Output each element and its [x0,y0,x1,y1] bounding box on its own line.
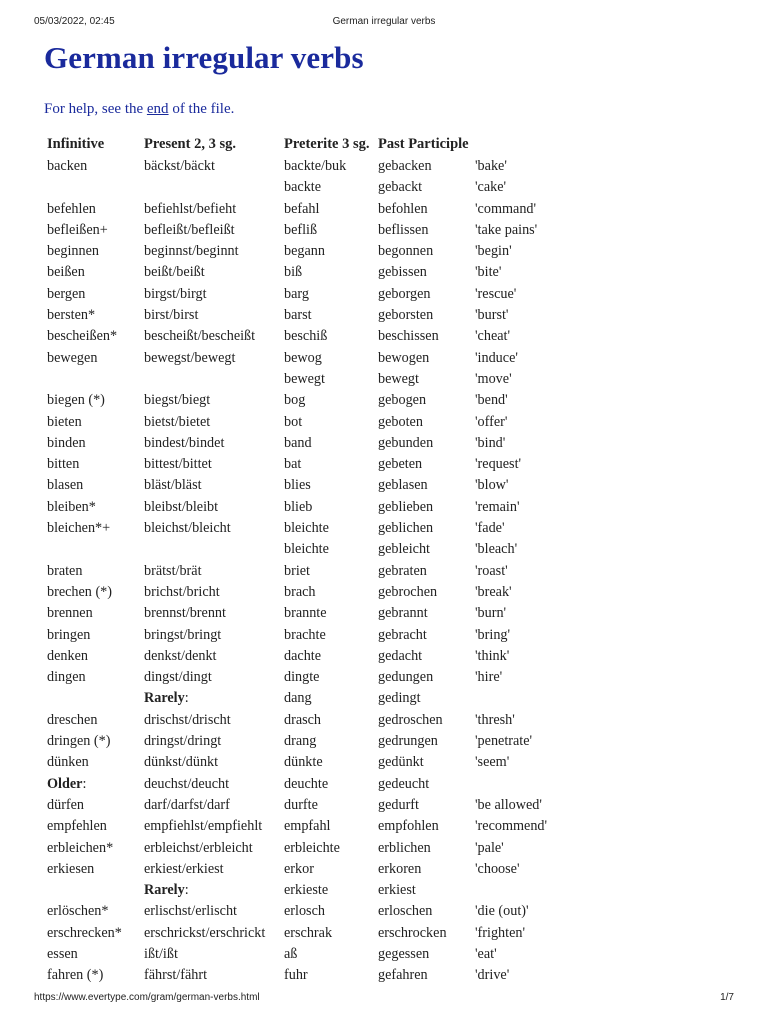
table-row [44,901,612,922]
preterite-cell: bewog [284,349,322,366]
meaning-cell: 'take pains' [475,221,538,238]
meaning-cell: 'die (out)' [475,903,529,920]
present-cell: bäckst/bäckt [144,158,215,174]
preterite-cell: erkieste [284,882,329,899]
past-participle-cell: erkoren [378,860,422,877]
past-participle-cell: gefahren [378,967,428,984]
preterite-cell: erlosch [284,903,325,920]
past-participle-cell: gedacht [378,647,423,664]
infinitive-cell: binden [47,434,86,451]
past-participle-cell: gebunden [378,434,434,451]
past-participle-cell: gebacken [378,158,432,174]
table-row [44,774,612,795]
present-cell: Rarely: [144,882,189,899]
meaning-cell: 'break' [475,583,512,600]
preterite-cell: backte [284,179,322,196]
table-row [44,454,612,475]
preterite-cell: biß [284,264,303,281]
page-number: 1/7 [720,992,734,1003]
table-row [44,284,612,305]
present-cell: deuchst/deucht [144,775,230,792]
present-cell: brätst/brät [144,562,202,579]
infinitive-cell: erschrecken* [47,924,122,941]
table-row [44,561,612,582]
meaning-cell: 'choose' [475,860,520,877]
table-row [44,199,612,220]
past-participle-cell: geblieben [378,498,434,515]
infinitive-cell: erkiesen [47,860,95,877]
infinitive-cell: essen [47,945,78,962]
past-participle-cell: gebraten [378,562,427,579]
table-row [44,838,612,859]
infinitive-cell: erbleichen* [47,839,114,856]
meaning-cell: 'request' [475,456,522,473]
table-row [44,539,612,560]
preterite-cell: befahl [284,200,320,217]
past-participle-cell: gedünkt [378,754,424,771]
verbs-table-body [44,156,612,987]
table-row [44,582,612,603]
present-cell: erschrickst/erschrickt [144,924,266,941]
infinitive-cell: dürfen [47,796,85,813]
col-header-infinitive: Infinitive [47,136,105,153]
past-participle-cell: erkiest [378,882,416,899]
page-title: German irregular verbs [44,40,364,75]
verbs-table [44,134,612,987]
table-row [44,923,612,944]
print-header [34,16,734,32]
infinitive-cell: bescheißen* [47,328,118,345]
infinitive-cell: dünken [47,754,89,771]
table-row [44,390,612,411]
past-participle-cell: gegessen [378,945,430,962]
present-cell: befleißt/befleißt [144,221,235,238]
table-row [44,603,612,624]
table-row [44,710,612,731]
preterite-cell: bewegt [284,370,325,387]
past-participle-cell: gebleicht [378,541,430,558]
present-cell: denkst/denkt [144,647,217,664]
table-row [44,688,612,709]
preterite-cell: barst [284,307,312,324]
infinitive-cell: brennen [47,605,93,622]
table-row [44,731,612,752]
present-cell: bindest/bindet [144,434,225,451]
table-row [44,220,612,241]
past-participle-cell: empfohlen [378,818,439,835]
infinitive-cell: denken [47,647,88,664]
present-cell: bewegst/bewegt [144,349,236,366]
table-row [44,795,612,816]
infinitive-cell [44,880,141,901]
preterite-cell: dang [284,690,312,707]
meaning-cell: 'eat' [475,945,497,962]
past-participle-cell: gedurft [378,796,419,813]
preterite-cell: dingte [284,669,320,686]
present-cell: drischst/drischt [144,711,231,728]
infinitive-cell: dingen [47,669,86,686]
table-row [44,880,612,901]
preterite-cell: drasch [284,711,322,728]
infinitive-cell: erlöschen* [47,903,109,920]
present-cell: empfiehlst/empfiehlt [144,818,263,835]
preterite-cell: briet [284,562,310,579]
infinitive-cell: befehlen [47,200,96,217]
table-row [44,305,612,326]
meaning-cell: 'frighten' [475,924,526,941]
preterite-cell: bleichte [284,541,329,558]
infinitive-cell [44,539,141,560]
infinitive-cell: blasen [47,477,84,494]
meaning-cell: 'bring' [475,626,511,643]
table-row [44,433,612,454]
present-cell: beißt/beißt [144,264,205,281]
end-link[interactable]: end [146,101,169,117]
present-cell: brichst/bricht [144,583,220,600]
meaning-cell: 'bend' [475,392,508,409]
preterite-cell: befliß [284,221,318,238]
present-cell: bringst/bringt [144,626,222,643]
past-participle-cell: gedingt [378,690,421,707]
past-participle-cell: gebeten [378,456,423,473]
present-cell: beginnst/beginnt [144,243,239,260]
past-participle-cell: geborsten [378,307,434,324]
past-participle-cell: begonnen [378,243,434,260]
present-cell: erbleichst/erbleicht [144,839,253,856]
preterite-cell: dachte [284,647,322,664]
infinitive-cell: bewegen [47,349,98,366]
infinitive-cell: fahren (*) [47,967,104,984]
meaning-cell: 'drive' [475,967,510,984]
print-date: 05/03/2022, 02:45 [34,16,115,27]
preterite-cell: bat [284,456,302,473]
present-cell: dringst/dringt [144,733,222,750]
meaning-cell: 'think' [475,647,510,664]
meaning-cell: 'bind' [475,434,506,451]
present-cell [141,369,281,390]
table-row [44,475,612,496]
meaning-cell: 'offer' [475,413,508,430]
preterite-cell: dünkte [284,754,323,771]
preterite-cell: brach [284,583,316,600]
meaning-cell [472,880,612,901]
present-cell: befiehlst/befieht [144,200,237,217]
past-participle-cell: geborgen [378,285,431,302]
print-title: German irregular verbs [332,16,436,27]
col-header-past-participle: Past Participle [378,136,469,153]
present-cell: bescheißt/bescheißt [144,328,256,345]
past-participle-cell: geblasen [378,477,428,494]
meaning-cell: 'penetrate' [475,733,533,750]
preterite-cell: erbleichte [284,839,340,856]
preterite-cell: durfte [284,796,318,813]
present-cell [141,539,281,560]
preterite-cell: brachte [284,626,326,643]
infinitive-cell: braten [47,562,83,579]
infinitive-cell: empfehlen [47,818,107,835]
infinitive-cell: beißen [47,264,85,281]
past-participle-cell: bewogen [378,349,430,366]
present-cell: bleibst/bleibt [144,498,219,515]
table-row [44,326,612,347]
past-participle-cell: erloschen [378,903,433,920]
infinitive-cell: backen [47,158,88,174]
infinitive-cell [44,369,141,390]
past-participle-cell: gebissen [378,264,427,281]
table-row [44,497,612,518]
past-participle-cell: beflissen [378,221,429,238]
meaning-cell: 'blow' [475,477,509,494]
present-cell: bietst/bietet [144,413,211,430]
table-row [44,752,612,773]
past-participle-cell: gedeucht [378,775,430,792]
table-row [44,262,612,283]
infinitive-cell: befleißen+ [47,221,108,238]
past-participle-cell: gebackt [378,179,423,196]
table-row [44,944,612,965]
past-participle-cell: gebracht [378,626,427,643]
meaning-cell: 'fade' [475,520,505,537]
infinitive-cell: bleichen*+ [47,520,111,537]
meaning-cell: 'bite' [475,264,502,281]
past-participle-cell: geblichen [378,520,434,537]
meaning-cell [472,774,612,795]
table-row [44,625,612,646]
present-cell: bläst/bläst [144,477,202,494]
preterite-cell: bleichte [284,520,329,537]
infinitive-cell: bringen [47,626,91,643]
meaning-cell: 'induce' [475,349,518,366]
present-cell: bleichst/bleicht [144,520,231,537]
present-cell: birgst/birgt [144,285,207,302]
preterite-cell: bog [284,392,306,409]
past-participle-cell: befohlen [378,200,428,217]
meaning-cell: 'bleach' [475,541,518,558]
preterite-cell: drang [284,733,317,750]
past-participle-cell: bewegt [378,370,419,387]
present-cell: fährst/fährt [144,967,208,984]
table-row [44,412,612,433]
preterite-cell: barg [284,285,309,302]
present-cell: bittest/bittet [144,456,212,473]
meaning-cell [472,688,612,709]
past-participle-cell: gebrannt [378,605,428,622]
meaning-cell: 'bake' [475,158,507,174]
help-suffix: of the file. [168,101,235,117]
meaning-cell: 'begin' [475,243,512,260]
past-participle-cell: gebogen [378,392,427,409]
meaning-cell: 'rescue' [475,285,517,302]
present-cell [141,177,281,198]
preterite-cell: blies [284,477,311,494]
meaning-cell: 'recommend' [475,818,548,835]
table-row [44,518,612,539]
present-cell: dünkst/dünkt [144,754,219,771]
meaning-cell: 'be allowed' [475,796,542,813]
table-row [44,646,612,667]
present-cell: brennst/brennt [144,605,226,622]
table-row [44,369,612,390]
meaning-cell: 'thresh' [475,711,515,728]
past-participle-cell: gedroschen [378,711,443,728]
preterite-cell: empfahl [284,818,331,835]
present-cell: erlischst/erlischt [144,903,237,920]
table-row [44,241,612,262]
preterite-cell: band [284,434,312,451]
meaning-cell: 'command' [475,200,537,217]
preterite-cell: beschiß [284,328,328,345]
meaning-cell: 'move' [475,370,512,387]
preterite-cell: aß [284,945,298,962]
help-text [44,101,234,118]
preterite-cell: bot [284,413,303,430]
past-participle-cell: gedrungen [378,733,438,750]
present-cell: dingst/dingt [144,669,212,686]
preterite-cell: erschrak [284,924,333,941]
infinitive-cell: biegen (*) [47,392,105,409]
table-row [44,667,612,688]
infinitive-cell: brechen (*) [47,583,112,600]
print-footer [34,992,734,1008]
meaning-cell: 'remain' [475,498,520,515]
col-header-preterite: Preterite 3 sg. [284,136,370,153]
infinitive-cell: bergen [47,285,86,302]
infinitive-cell: Older: [47,775,87,792]
present-cell: darf/darfst/darf [144,796,230,813]
meaning-cell: 'seem' [475,754,510,771]
meaning-cell: 'cheat' [475,328,511,345]
past-participle-cell: erschrocken [378,924,447,941]
past-participle-cell: erblichen [378,839,431,856]
print-url: https://www.evertype.com/gram/german-verbs.html [34,992,260,1003]
infinitive-cell: bitten [47,456,80,473]
preterite-cell: deuchte [284,775,329,792]
meaning-cell: 'burn' [475,605,507,622]
infinitive-cell [44,688,141,709]
table-row [44,816,612,837]
table-header-row [44,134,612,156]
preterite-cell: blieb [284,498,313,515]
meaning-cell: 'cake' [475,179,507,196]
past-participle-cell: geboten [378,413,423,430]
infinitive-cell: dringen (*) [47,733,111,750]
help-prefix: For help, see the [44,101,147,117]
meaning-cell: 'roast' [475,562,508,579]
col-header-present: Present 2, 3 sg. [144,136,236,153]
table-row [44,348,612,369]
present-cell: Rarely: [144,690,189,707]
preterite-cell: begann [284,243,325,260]
meaning-cell: 'hire' [475,669,503,686]
preterite-cell: fuhr [284,967,308,984]
past-participle-cell: gedungen [378,669,434,686]
infinitive-cell [44,177,141,198]
infinitive-cell: bieten [47,413,82,430]
meaning-cell: 'burst' [475,307,509,324]
meaning-cell: 'pale' [475,839,504,856]
table-row [44,156,612,177]
table-row [44,965,612,986]
infinitive-cell: bersten* [47,307,96,324]
infinitive-cell: bleiben* [47,498,96,515]
table-row [44,177,612,198]
present-cell: erkiest/erkiest [144,860,224,877]
preterite-cell: backte/buk [284,158,347,174]
col-header-meaning [472,134,612,156]
preterite-cell: brannte [284,605,327,622]
infinitive-cell: dreschen [47,711,98,728]
past-participle-cell: gebrochen [378,583,438,600]
past-participle-cell: beschissen [378,328,439,345]
present-cell: birst/birst [144,307,199,324]
infinitive-cell: beginnen [47,243,100,260]
present-cell: ißt/ißt [144,945,178,962]
preterite-cell: erkor [284,860,314,877]
table-row [44,859,612,880]
present-cell: biegst/biegt [144,392,211,409]
